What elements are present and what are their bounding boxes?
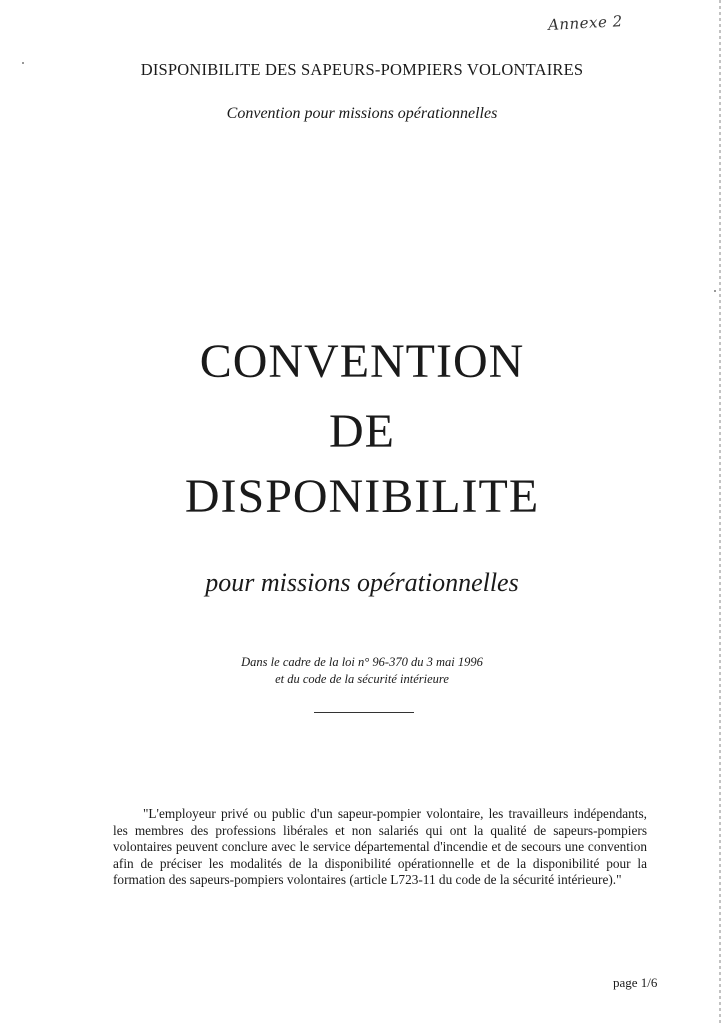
main-title-line-3: DISPONIBILITE: [184, 470, 540, 523]
page-number: page 1/6: [613, 975, 658, 990]
main-title-line-2: DE: [329, 405, 395, 458]
legal-reference: [0, 654, 724, 688]
mission-subtitle: pour missions opérationnelles: [205, 568, 519, 597]
legal-reference-line-1: Dans le cadre de la loi n° 96-370 du 3 mai 1996: [241, 655, 483, 669]
document-subheader: Convention pour missions opérationnelles: [226, 105, 498, 122]
scan-speck: [714, 290, 716, 292]
document-header: DISPONIBILITE DES SAPEURS-POMPIERS VOLONTAIRES: [140, 60, 584, 79]
legal-quote-paragraph: "L'employeur privé ou public d'un sapeur-pompier volontaire, les travailleurs indépendants, les membres des professions libérales et non salariés qui ont la qualité de sapeurs-pompiers volontaires peuvent conclure avec le service départemental d'incendie et de secours une convention afin de préciser les modalités de la disponibilité opérationnelle et de la disponibilité pour la formation des sapeurs-pompiers volontaires (article L723-11 du code de la sécurité intérieure).": [113, 806, 647, 887]
handwritten-annotation: Annexe 2: [547, 12, 624, 34]
main-title-line-1: CONVENTION: [199, 335, 525, 388]
legal-reference-line-2: et du code de la sécurité intérieure: [275, 672, 449, 686]
separator-rule: [314, 712, 414, 713]
